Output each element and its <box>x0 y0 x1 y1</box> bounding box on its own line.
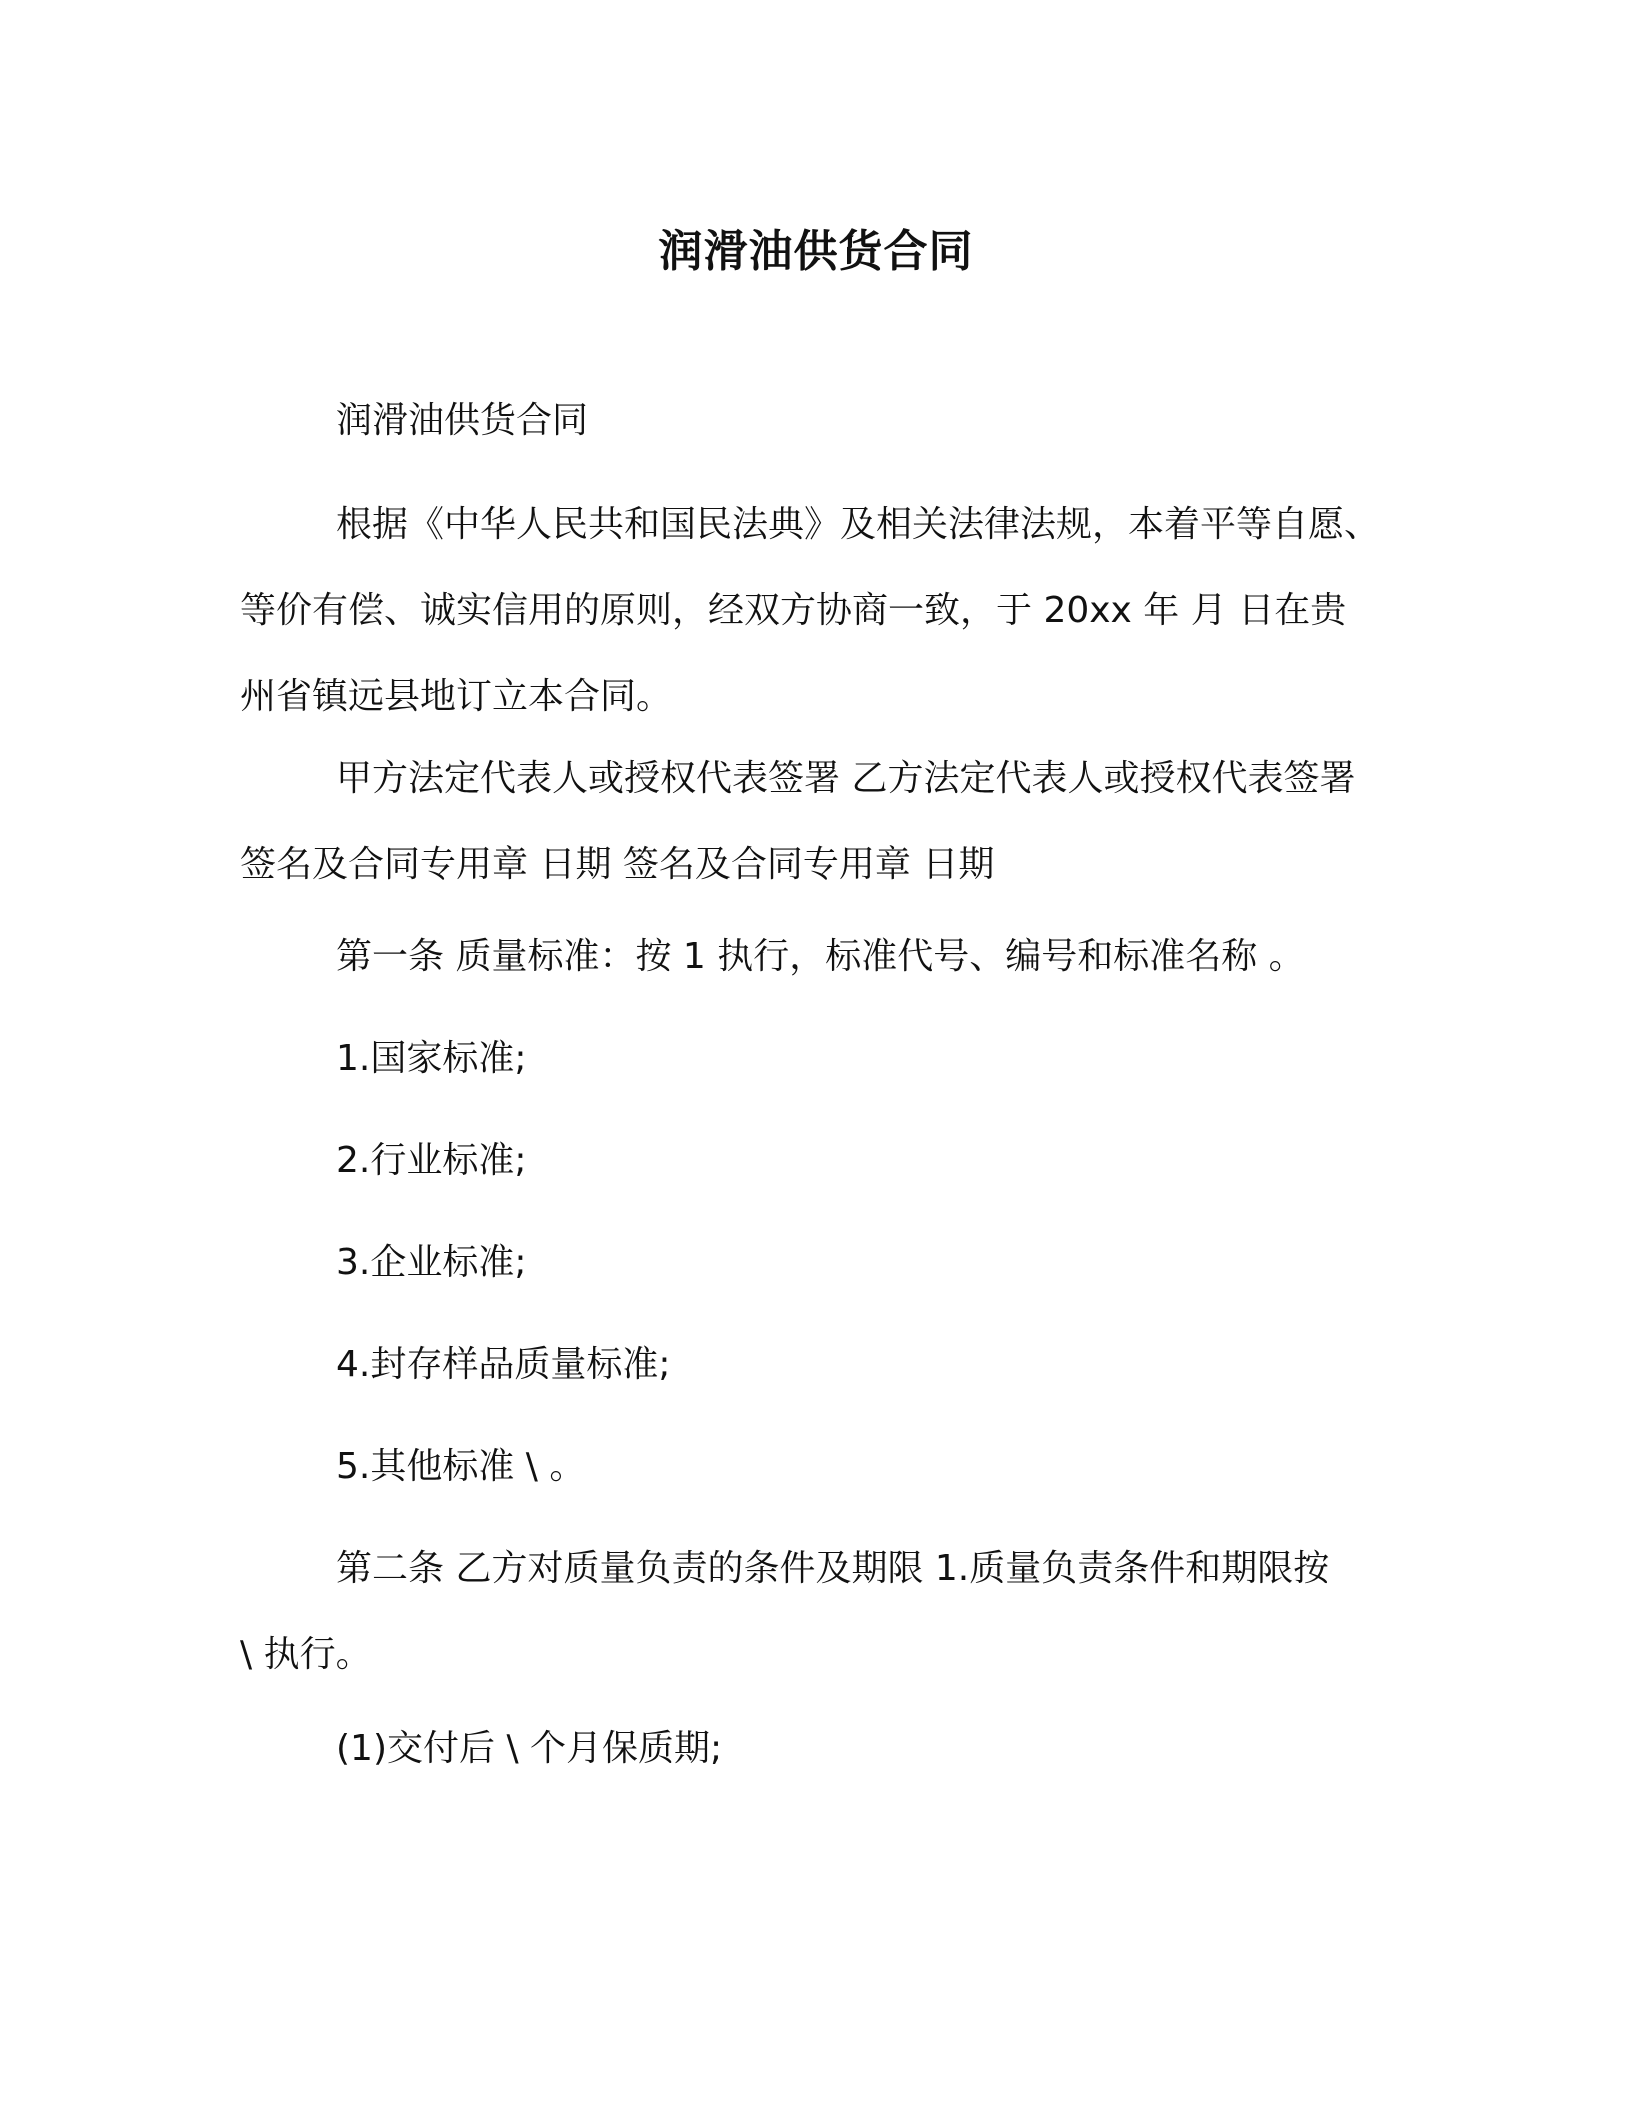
list-item-national-standard <box>240 1016 1400 1102</box>
paragraph-line: 3.企业标准; <box>336 1242 527 1283</box>
paragraph-subtitle <box>240 378 1400 464</box>
paragraph-preamble <box>240 482 1400 740</box>
list-item-warranty-period <box>240 1706 1400 1792</box>
paragraph-line: 5.其他标准 \ 。 <box>336 1446 586 1487</box>
paragraph-line: (1)交付后 \ 个月保质期; <box>336 1728 723 1769</box>
paragraph-line: 签名及合同专用章 日期 签名及合同专用章 日期 <box>240 844 995 885</box>
paragraph-article-1 <box>240 914 1400 1000</box>
paragraph-line: 润滑油供货合同 <box>336 400 589 441</box>
paragraph-line: 4.封存样品质量标准; <box>336 1344 671 1385</box>
paragraph-line: 第一条 质量标准：按 1 执行，标准代号、编号和标准名称 。 <box>336 936 1305 977</box>
paragraph-line: 根据《中华人民共和国民法典》及相关法律法规，本着平等自愿、 <box>336 504 1381 545</box>
paragraph-line: 甲方法定代表人或授权代表签署 乙方法定代表人或授权代表签署 <box>336 758 1356 799</box>
paragraph-article-2 <box>240 1526 1400 1698</box>
document-title: 润滑油供货合同 <box>658 226 974 277</box>
paragraph-line: 2.行业标准; <box>336 1140 527 1181</box>
paragraph-line: 1.国家标准; <box>336 1038 527 1079</box>
list-item-industry-standard <box>240 1118 1400 1204</box>
paragraph-signatures <box>240 736 1400 908</box>
paragraph-line: 第二条 乙方对质量负责的条件及期限 1.质量负责条件和期限按 <box>336 1548 1330 1589</box>
paragraph-line: 等价有偿、诚实信用的原则，经双方协商一致，于 20xx 年 月 日在贵 <box>240 590 1347 631</box>
paragraph-line: \ 执行。 <box>240 1634 372 1675</box>
list-item-enterprise-standard <box>240 1220 1400 1306</box>
list-item-sample-standard <box>240 1322 1400 1408</box>
list-item-other-standard <box>240 1424 1400 1510</box>
paragraph-line: 州省镇远县地订立本合同。 <box>240 676 673 717</box>
